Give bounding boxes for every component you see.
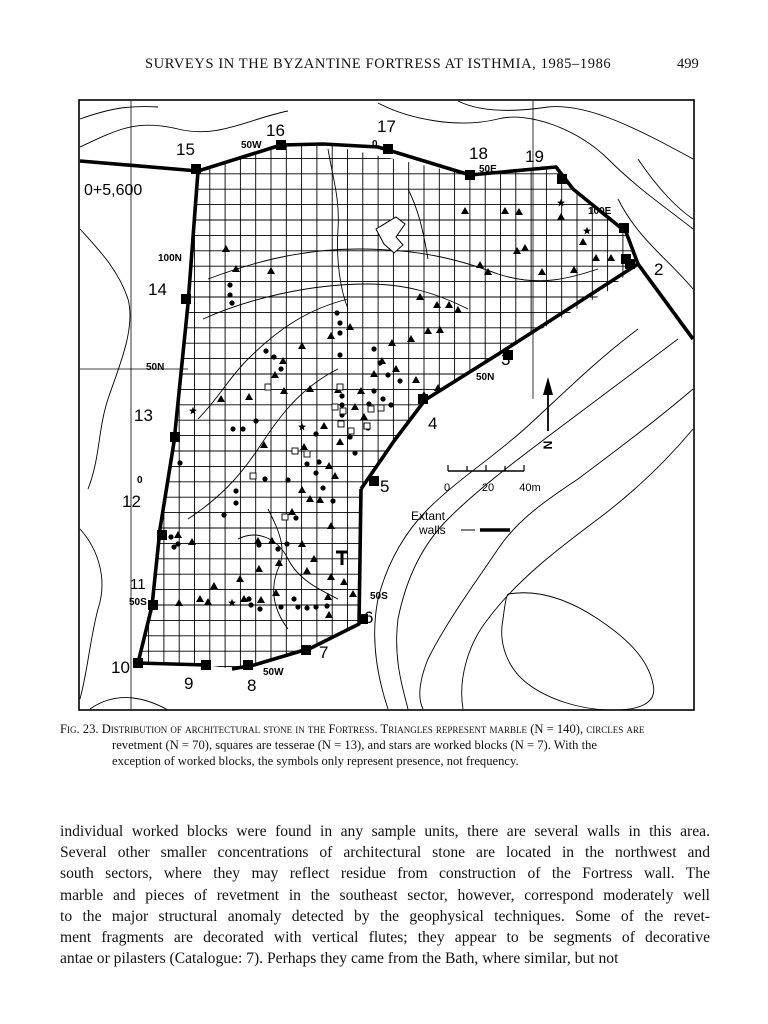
wall-label-10: 10 [111,658,130,677]
wall-tower [465,170,475,180]
marble-triangle [327,332,335,339]
worked-block-star [189,407,197,415]
revetment-circle [246,596,251,601]
tessera-square [338,421,344,427]
revetment-circle [248,602,253,607]
marble-triangle [327,522,335,529]
wall-tower [276,140,286,150]
marble-triangle [351,403,359,410]
marble-triangle [360,413,368,420]
wall-label-13: 13 [134,406,153,425]
marble-triangle [336,438,344,445]
tessera-square [282,514,288,520]
revetment-circle [347,434,352,439]
tessera-square [304,451,310,457]
revetment-circle [227,282,232,287]
revetment-circle [352,450,357,455]
marble-triangle [222,245,230,252]
revetment-circle [177,460,182,465]
worked-block-star [557,199,565,207]
revetment-circle [271,354,276,359]
revetment-circle [229,300,234,305]
marble-triangle [557,213,565,220]
survey-grid-cells [118,119,658,699]
wall-tower [557,174,567,184]
revetment-circle [304,461,309,466]
revetment-circle [171,544,176,549]
revetment-circle [313,431,318,436]
contour-line [458,101,693,159]
revetment-circle [263,348,268,353]
revetment-circle [388,402,393,407]
revetment-circle [227,292,232,297]
marble-triangle [388,339,396,346]
scale-tick-20: 20 [481,482,495,494]
worked-block-star [583,227,591,235]
revetment-circle [339,402,344,407]
marble-triangle [445,301,453,308]
contour-lines [80,101,693,710]
marble-triangle [412,376,420,383]
revetment-circle [293,515,298,520]
marble-triangle [501,207,509,214]
fortress-wall [80,144,573,189]
contour-line [90,698,168,710]
revetment-circle [337,320,342,325]
marble-triangle [436,326,444,333]
wall-tower [148,600,158,610]
contour-line [80,529,102,699]
wall-label-4: 4 [428,414,438,433]
marble-triangle [340,578,348,585]
marble-triangle [579,238,587,245]
tessera-square [378,405,384,411]
revetment-circle [316,459,321,464]
marble-triangle [217,395,225,402]
wall-tower [243,660,253,670]
revetment-circle [371,388,376,393]
contour-line [80,107,158,120]
marble-triangle [267,267,275,274]
fortress-map [78,99,695,711]
revetment-circle [324,603,329,608]
caption-figure-label: Fig. 23. Distribution of architectural stone in the Fortress. Triangles represent marble (N = 140), circles are [60,722,645,736]
fortress-map-figure [78,99,695,711]
marble-triangle [257,596,265,603]
marble-triangle [204,598,212,605]
marble-triangle [521,244,529,251]
revetment-circle [257,606,262,611]
wall-label-7: 7 [319,643,329,662]
revetment-circle [371,346,376,351]
wall-label-8: 8 [247,676,257,695]
contour-line [80,229,130,489]
revetment-circle [285,477,290,482]
wall-tower [625,259,635,269]
revetment-circle [275,546,280,551]
grid-label-50e: 50E [479,164,497,175]
marble-triangle [320,422,328,429]
marble-triangle [416,293,424,300]
wall-tower [133,658,143,668]
marble-triangle [349,590,357,597]
revetment-circle [397,378,402,383]
marble-triangle [236,575,244,582]
tessera-square [348,428,354,434]
marble-triangle [538,268,546,275]
body-line-1: individual worked blocks were found in any sample units, there are several walls in this area. [60,823,710,840]
scale-tick-0: 0 [443,482,451,494]
wall-tower [181,294,191,304]
wall-label-16: 16 [266,121,285,140]
contour-line [502,593,654,710]
grid-label-100n: 100N [158,253,182,264]
grid-label-50w-top: 50W [241,140,262,151]
page-number: 499 [677,56,699,72]
contour-line [638,159,693,219]
revetment-circle [385,372,390,377]
caption-line-1 [60,721,710,737]
grid-label-0-left: 0 [137,475,143,486]
grid-label-0-right: 0 [369,477,375,488]
grid-label-50s-left: 50S [129,597,147,608]
wall-label-15: 15 [176,140,195,159]
fortress-wall [638,264,693,339]
marble-triangle [279,357,287,364]
revetment-circle [313,604,318,609]
marble-triangle [306,385,314,392]
tessera-square [250,473,256,479]
marble-triangle [461,207,469,214]
caption-line-2: revetment (N = 70), squares are tesserae (N = 13), and stars are worked blocks (N = 7). With the [112,738,597,752]
contour-line [408,189,428,259]
revetment-circle [320,485,325,490]
revetment-circle [337,352,342,357]
wall-label-5: 5 [380,477,390,496]
body-line-6: ment fragments are decorated with vertical flutes; they appear to be segments of decorative [60,929,710,947]
wall-tower [383,144,393,154]
body-line-5: to the major structural anomaly detected by the geophysical techniques. Some of the revet- [60,907,710,925]
wall-tower [301,645,311,655]
wall-label-6: 6 [364,608,374,627]
revetment-circle [313,470,318,475]
body-line-2: Several other smaller concentrations of architectural stone are located in the northwest and [60,844,710,862]
revetment-circle [221,512,226,517]
north-label: N [541,440,555,450]
legend-walls: walls [419,523,446,537]
revetment-circle [337,330,342,335]
revetment-circle [233,500,238,505]
tessera-square [292,448,298,454]
tessera-square [332,404,338,410]
revetment-circle [334,310,339,315]
marble-triangle [407,335,415,342]
contour-line [420,389,693,709]
revetment-circle [278,604,283,609]
scale-tick-40m: 40m [519,482,541,494]
tessera-square [364,423,370,429]
marble-triangle [196,595,204,602]
legend-extant: Extant [411,509,446,523]
marble-triangle [370,370,378,377]
marble-triangle [255,565,263,572]
contour-line [208,249,598,281]
marble-triangle [607,254,615,261]
wall-label-19: 19 [525,147,544,166]
marble-triangle [454,306,462,313]
revetment-circle [291,596,296,601]
revetment-circle [262,476,267,481]
tessera-square [337,384,343,390]
marble-triangle [592,254,600,261]
revetment-circle [233,488,238,493]
revetment-circle [240,426,245,431]
revetment-circle [377,360,382,365]
grid-label-50n-right: 50N [476,372,495,383]
marble-triangle [357,387,365,394]
revetment-circle [295,604,300,609]
grid-label-station: 0+5,600 [84,182,143,199]
tessera-square [340,408,346,414]
scale-bar [448,465,524,471]
marble-triangle [175,599,183,606]
body-paragraph [60,821,710,969]
body-line-7: antae or pilasters (Catalogue: 7). Perhaps they came from the Bath, where similar, but not [60,950,619,968]
tessera-square [368,406,374,412]
marble-triangle [298,486,306,493]
revetment-circle [278,366,283,371]
wall-label-17: 17 [377,117,396,136]
marble-triangle [275,559,283,566]
revetment-circle [256,542,261,547]
revetment-circle [330,498,335,503]
wall-label-12: 12 [122,492,141,511]
wall-label-14: 14 [148,280,167,299]
revetment-circle [253,418,258,423]
caption-line-3: exception of worked blocks, the symbols only represent presence, not frequency. [112,754,519,768]
revetment-circle [339,393,344,398]
marble-triangle [324,593,332,600]
grid-label-50s-right: 50S [370,591,388,602]
tessera-square [265,384,271,390]
running-title: SURVEYS IN THE BYZANTINE FORTRESS AT ISTHMIA, 1985–1986 [145,56,612,72]
body-line-4: marble and pieces of revetment in the southeast sector, however, correspond moderately well [60,886,710,904]
marble-triangle [433,301,441,308]
marble-triangle [303,567,311,574]
marble-triangle [210,582,218,589]
wall-label-11: 11 [130,576,146,593]
wall-tower [191,164,201,174]
marble-triangle [434,384,442,391]
figure-caption [60,721,710,769]
page-header [0,56,768,78]
revetment-circle [304,605,309,610]
grid-label-50n-left: 50N [146,362,165,373]
marble-triangle [288,508,296,515]
marble-triangle [306,495,314,502]
grid-label-50w-bottom: 50W [263,667,284,678]
body-line-3: south sectors, where they may reflect residue from construction of the Fortress wall. The [60,865,710,883]
wall-label-3: 3 [501,350,511,369]
wall-tower [170,432,180,442]
wall-tower [157,530,167,540]
grid-label-100e: 100E [588,206,612,217]
marble-triangle [268,537,276,544]
contour-line [378,103,693,229]
fortress-wall [361,264,638,489]
marble-triangle [271,371,279,378]
wall-tower [619,223,629,233]
wall-label-9: 9 [184,674,194,693]
marble-triangle [245,393,253,400]
marble-triangle [280,387,288,394]
wall-label-2: 2 [654,260,664,279]
revetment-circle [284,541,289,546]
grid-label-0-top: 0 [372,139,378,150]
wall-label-18: 18 [469,144,488,163]
revetment-circle [380,396,385,401]
marble-triangle [476,261,484,268]
wall-tower [201,660,211,670]
marble-triangle [174,531,182,538]
revetment-circle [168,534,173,539]
revetment-circle [230,426,235,431]
